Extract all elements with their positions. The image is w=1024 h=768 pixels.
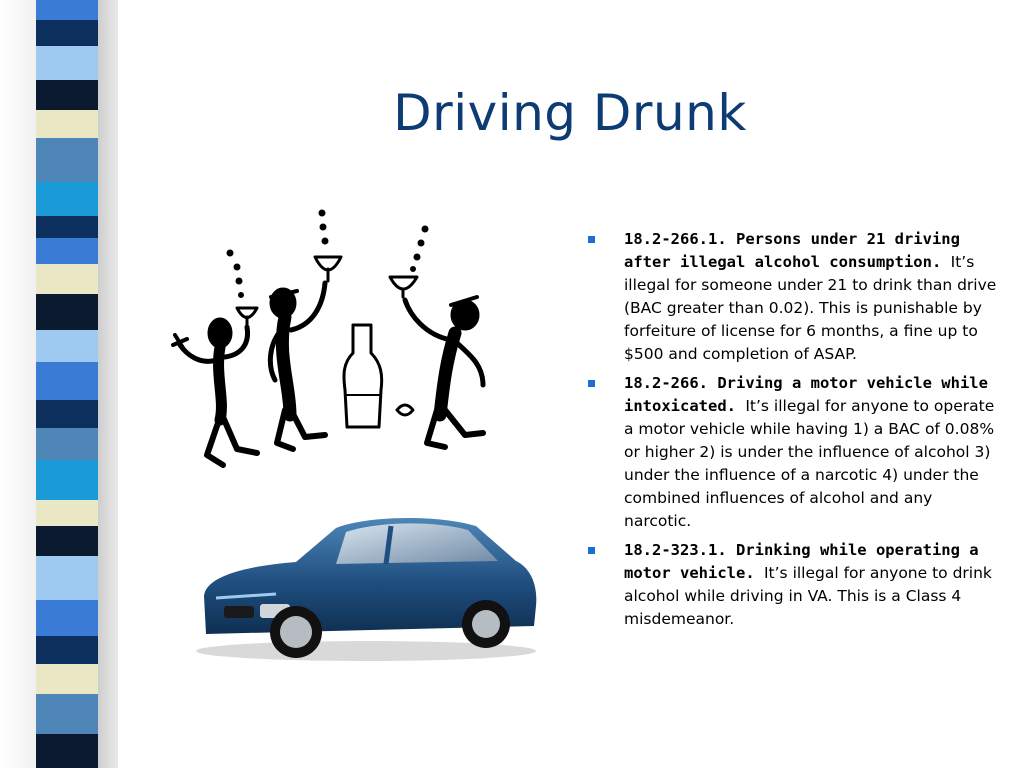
strip-tile — [36, 556, 98, 600]
strip-tile — [36, 526, 98, 556]
bullet-marker — [588, 380, 595, 387]
strip-tile — [36, 600, 98, 636]
strip-tile — [36, 46, 98, 80]
bullet-list — [588, 228, 998, 637]
strip-tile — [36, 500, 98, 526]
strip-tile — [36, 216, 98, 238]
strip-tile — [36, 362, 98, 400]
strip-tile — [36, 400, 98, 428]
strip-tile — [36, 182, 98, 216]
strip-tile — [36, 20, 98, 46]
slide-title: Driving Drunk — [393, 84, 747, 142]
strip-tile — [36, 460, 98, 500]
strip-tile — [36, 0, 98, 20]
strip-tile — [36, 636, 98, 664]
statute-description: It’s illegal for someone under 21 to drink than drive (BAC greater than 0.02). This is punishable by forfeiture of license for 6 months, a fine up to $500 and completion of ASAP. — [624, 253, 997, 363]
strip-tile — [36, 138, 98, 182]
statute-heading: 18.2-266. Driving a motor vehicle while intoxicated. — [624, 374, 988, 415]
strip-tile — [36, 264, 98, 294]
statute-description: It’s illegal for anyone to operate a motor vehicle while having 1) a BAC of 0.08% or higher 2) is under the influence of alcohol 3) under the influence of a narcotic 4) under the combined influences of alcohol and any narcotic. — [624, 397, 995, 530]
strip-tile — [36, 80, 98, 110]
bullet-marker — [588, 547, 595, 554]
strip-tile — [36, 238, 98, 264]
decorative-side-strip — [0, 0, 118, 768]
list-item — [588, 539, 998, 631]
statute-heading: 18.2-323.1. Drinking while operating a motor vehicle. — [624, 541, 979, 582]
bullet-marker — [588, 236, 595, 243]
statute-heading: 18.2-266.1. Persons under 21 driving after illegal alcohol consumption. — [624, 230, 960, 271]
strip-tile — [36, 294, 98, 330]
strip-tile — [36, 734, 98, 768]
strip-tile — [36, 110, 98, 138]
strip-tile — [36, 694, 98, 734]
strip-tile — [36, 664, 98, 694]
strip-tile — [36, 428, 98, 460]
strip-tile — [36, 330, 98, 362]
list-item — [588, 372, 998, 533]
statute-description: It’s illegal for anyone to drink alcohol while driving in VA. This is a Class 4 misdemeanor. — [624, 564, 992, 628]
drinking-party-illustration — [165, 205, 500, 475]
decorative-tile-column — [36, 0, 98, 768]
list-item — [588, 228, 998, 366]
blue-coupe-car-photo — [186, 506, 546, 666]
